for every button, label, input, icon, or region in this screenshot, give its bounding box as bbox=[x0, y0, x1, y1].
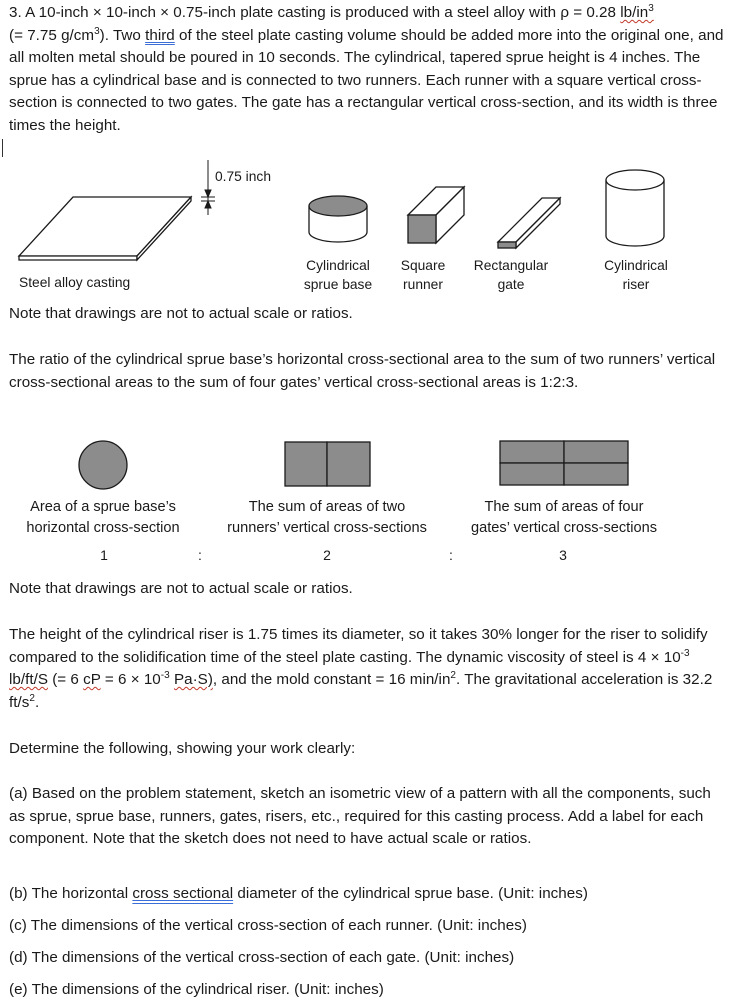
steel-plate-drawing bbox=[19, 197, 191, 260]
thickness-label: 0.75 inch bbox=[215, 169, 271, 184]
problem-intro: 3. A 10-inch × 10-inch × 0.75-inch plate casting is produced with a steel alloy with ρ = 0.28 $lb/in^3$ (= 7.75 $g/cm^3$). Two third of the steel plate casting volume should be added more into the original one, and all molten metal should be poured in 10 seconds. The cylindrical, tapered sprue height is 4 inches. The sprue has a cylindrical base and is connected to two runners. Each runner with a square vertical cross-section is connected to two gates. The gate has a rectangular vertical cross-section, and its width is three times the height. bbox=[9, 2, 724, 134]
gate-area-caption: The sum of areas of four gates’ vertical cross-sections bbox=[471, 499, 657, 536]
sprue-base-drawing bbox=[309, 196, 367, 242]
thickness-dimension bbox=[201, 160, 215, 215]
word-third: third bbox=[145, 26, 175, 44]
riser-paragraph: The height of the cylindrical riser is 1.75 times its diameter, so it takes 30% longer for the riser to solidify compared to the solidification time of the steel plate casting. The dynamic viscosity of steel is $4 \times 10^{-3}$ lb/ft/S (= 6 cP = $6 \times 10^{-3}$ Pa·S), and the mold constant = 16 $\min/in^2$. The gravitational acceleration is 32.2 $ft/s^2$. bbox=[9, 626, 713, 711]
problem-number: 3. bbox=[9, 4, 22, 21]
riser-drawing bbox=[606, 170, 664, 246]
ratio-separator-1: : bbox=[198, 547, 202, 563]
unit-lb-per-in3: $lb/in^3$ bbox=[620, 2, 654, 21]
ratio-value-3: 3 bbox=[559, 547, 567, 563]
ratio-statement: The ratio of the cylindrical sprue base’s horizontal cross-sectional area to the sum of two runners’ vertical cross-sectional areas to the sum of four gates’ vertical cross-sectional areas is 1:2:3. bbox=[9, 351, 716, 391]
riser-label: Cylindrical riser bbox=[604, 258, 668, 292]
runner-label: Square runner bbox=[400, 258, 446, 292]
runner-drawing bbox=[408, 187, 464, 243]
ratio-separator-2: : bbox=[449, 547, 453, 563]
runner-area-caption: The sum of areas of two runners’ vertical cross-sections bbox=[227, 499, 427, 536]
casting-label: Steel alloy casting bbox=[19, 275, 131, 290]
sprue-area-caption: Area of a sprue base’s horizontal cross-section bbox=[26, 499, 180, 536]
note-2: Note that drawings are not to actual scale or ratios. bbox=[9, 580, 353, 597]
question-d: (d) The dimensions of the vertical cross-section of each gate. (Unit: inches) bbox=[9, 949, 515, 966]
ratio-value-1: 1 bbox=[100, 547, 108, 563]
runner-sections bbox=[285, 442, 370, 486]
note-1: Note that drawings are not to actual scale or ratios. bbox=[9, 305, 353, 322]
question-a: (a) Based on the problem statement, sketch an isometric view of a pattern with all the components, such as sprue, sprue base, runners, gates, risers, etc., required for this casting process. Add a label for each component. Note that the sketch does not need to have actual scale or ratios. bbox=[9, 785, 711, 848]
question-c: (c) The dimensions of the vertical cross-section of each runner. (Unit: inches) bbox=[9, 917, 527, 934]
gate-label: Rectangular gate bbox=[473, 258, 549, 292]
gate-sections bbox=[500, 441, 628, 485]
ratio-value-2: 2 bbox=[323, 547, 331, 563]
gate-drawing bbox=[498, 198, 560, 248]
question-e: (e) The dimensions of the cylindrical riser. (Unit: inches) bbox=[9, 981, 384, 998]
determine-heading: Determine the following, showing your work clearly: bbox=[9, 740, 356, 757]
question-b: (b) The horizontal cross sectional diameter of the cylindrical sprue base. (Unit: inches) bbox=[9, 885, 588, 902]
sprue-base-label: Cylindrical sprue base bbox=[303, 258, 373, 292]
sprue-base-section bbox=[79, 441, 127, 489]
